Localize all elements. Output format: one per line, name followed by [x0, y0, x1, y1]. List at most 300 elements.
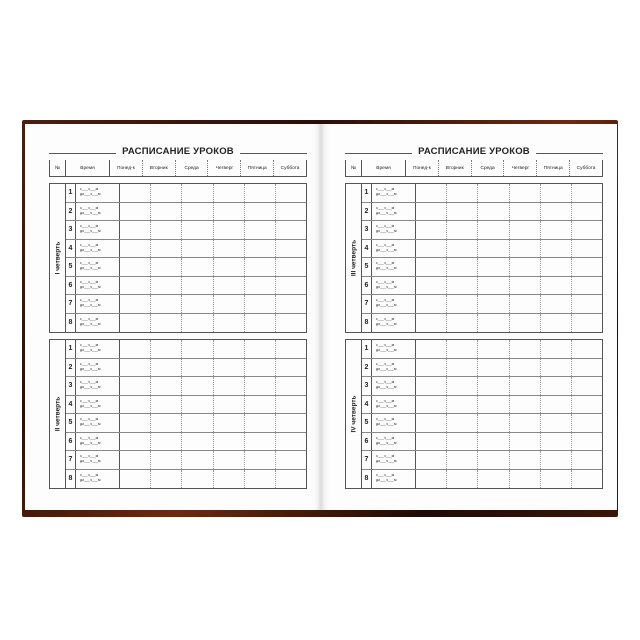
lesson-time[interactable] [372, 340, 416, 358]
lesson-row [362, 470, 602, 489]
schedule-cell[interactable] [276, 277, 306, 295]
lesson-rows [362, 184, 602, 332]
lesson-time[interactable] [76, 277, 120, 295]
schedule-cell[interactable] [214, 184, 245, 202]
schedule-cell[interactable] [416, 340, 447, 358]
schedule-cell[interactable] [572, 377, 602, 395]
schedule-cell[interactable] [541, 377, 572, 395]
time-to: до___ч___м [80, 366, 101, 371]
schedule-cell[interactable] [245, 359, 276, 377]
schedule-cell[interactable] [416, 277, 447, 295]
lesson-row [66, 258, 306, 277]
time-from: с___ч___м [376, 224, 395, 228]
schedule-cell[interactable] [214, 396, 245, 414]
schedule-cell[interactable] [182, 203, 213, 221]
schedule-cell[interactable] [541, 184, 572, 202]
time-to: до___ч___м [80, 348, 101, 352]
schedule-cell[interactable] [541, 277, 572, 295]
schedule-cell[interactable] [182, 240, 213, 258]
lesson-time[interactable] [372, 240, 416, 258]
schedule-cell[interactable] [416, 184, 447, 202]
schedule-cell[interactable] [245, 203, 276, 221]
schedule-cell[interactable] [276, 433, 306, 451]
schedule-cell[interactable] [276, 340, 306, 358]
schedule-cell[interactable] [447, 203, 478, 221]
time-to: до___ч___м [376, 366, 397, 371]
lesson-row [66, 433, 306, 452]
schedule-cell[interactable] [276, 184, 306, 202]
lesson-time[interactable] [76, 295, 120, 313]
schedule-cell[interactable] [541, 258, 572, 276]
schedule-cell[interactable] [416, 396, 447, 414]
schedule-cell[interactable] [151, 470, 182, 489]
schedule-cell[interactable] [182, 414, 213, 432]
header-row [49, 160, 307, 177]
schedule-cell[interactable] [416, 414, 447, 432]
schedule-cell[interactable] [120, 277, 151, 295]
schedule-cell[interactable] [447, 414, 478, 432]
schedule-cell[interactable] [510, 451, 541, 469]
lesson-row [362, 340, 602, 359]
schedule-cell[interactable] [214, 470, 245, 489]
schedule-cell[interactable] [214, 359, 245, 377]
schedule-cell[interactable] [416, 221, 447, 239]
schedule-cell[interactable] [572, 240, 602, 258]
schedule-cell[interactable] [541, 414, 572, 432]
schedule-cell[interactable] [447, 359, 478, 377]
schedule-cell[interactable] [478, 340, 509, 358]
schedule-cell[interactable] [245, 414, 276, 432]
schedule-cell[interactable] [510, 203, 541, 221]
lesson-row [66, 451, 306, 470]
lesson-time[interactable] [76, 203, 120, 221]
schedule-cell[interactable] [120, 470, 151, 489]
schedule-cell[interactable] [214, 240, 245, 258]
lesson-time[interactable] [372, 277, 416, 295]
time-from: с___ч___м [80, 205, 99, 210]
schedule-cell[interactable] [510, 340, 541, 358]
lesson-time[interactable] [76, 221, 120, 239]
schedule-cell[interactable] [447, 314, 478, 333]
schedule-cell[interactable] [182, 221, 213, 239]
schedule-cell[interactable] [447, 258, 478, 276]
quarter-block [49, 183, 307, 333]
schedule-cell[interactable] [478, 414, 509, 432]
schedule-cell[interactable] [182, 470, 213, 489]
schedule-cell[interactable] [510, 414, 541, 432]
lesson-row [362, 433, 602, 452]
schedule-cell[interactable] [120, 184, 151, 202]
schedule-cell[interactable] [276, 414, 306, 432]
schedule-cell[interactable] [276, 295, 306, 313]
schedule-cell[interactable] [478, 277, 509, 295]
lesson-number: 2 [362, 203, 372, 221]
lesson-number: 7 [66, 295, 76, 313]
schedule-cell[interactable] [182, 433, 213, 451]
schedule-cell[interactable] [120, 433, 151, 451]
schedule-cell[interactable] [478, 221, 509, 239]
lesson-time[interactable] [76, 258, 120, 276]
lesson-number: 2 [66, 203, 76, 221]
schedule-cell[interactable] [214, 340, 245, 358]
schedule-cell[interactable] [510, 258, 541, 276]
schedule-cell[interactable] [572, 359, 602, 377]
lesson-row [362, 359, 602, 378]
schedule-cell[interactable] [416, 258, 447, 276]
schedule-cell[interactable] [510, 377, 541, 395]
lesson-time[interactable] [76, 377, 120, 395]
time-to: до___ч___м [80, 210, 101, 215]
schedule-cell[interactable] [416, 203, 447, 221]
schedule-cell[interactable] [541, 340, 572, 358]
schedule-cell[interactable] [572, 277, 602, 295]
lesson-row [66, 295, 306, 314]
schedule-cell[interactable] [151, 396, 182, 414]
schedule-cell[interactable] [276, 240, 306, 258]
lesson-row [66, 340, 306, 359]
schedule-cell[interactable] [478, 314, 509, 333]
schedule-cell[interactable] [478, 451, 509, 469]
lesson-row [66, 184, 306, 203]
schedule-cell[interactable] [245, 258, 276, 276]
schedule-cell[interactable] [447, 433, 478, 451]
schedule-cell[interactable] [416, 240, 447, 258]
schedule-cell[interactable] [276, 451, 306, 469]
lesson-number: 7 [66, 451, 76, 469]
lesson-row [362, 184, 602, 203]
header-day: Четверг [504, 160, 537, 176]
time-from: с___ч___м [80, 361, 99, 366]
schedule-cell[interactable] [182, 377, 213, 395]
schedule-cell[interactable] [478, 377, 509, 395]
schedule-cell[interactable] [151, 377, 182, 395]
time-to: до___ч___м [376, 459, 397, 463]
schedule-cell[interactable] [182, 340, 213, 358]
time-to: до___ч___м [376, 321, 397, 326]
quarter-label-text: I четверть [54, 241, 61, 275]
schedule-cell[interactable] [151, 295, 182, 313]
lesson-number: 3 [362, 221, 372, 239]
schedule-cell[interactable] [447, 240, 478, 258]
schedule-cell[interactable] [541, 203, 572, 221]
schedule-cell[interactable] [572, 340, 602, 358]
schedule-cell[interactable] [572, 433, 602, 451]
schedule-cell[interactable] [120, 340, 151, 358]
schedule-cell[interactable] [120, 451, 151, 469]
schedule-cell[interactable] [541, 470, 572, 489]
schedule-cell[interactable] [416, 470, 447, 489]
lesson-row [66, 314, 306, 333]
lesson-time[interactable] [372, 433, 416, 451]
schedule-cell[interactable] [572, 470, 602, 489]
lesson-number: 1 [66, 340, 76, 358]
lesson-row [362, 277, 602, 296]
time-to: до___ч___м [376, 303, 397, 307]
schedule-cell[interactable] [447, 184, 478, 202]
time-from: с___ч___м [376, 298, 395, 302]
schedule-cell[interactable] [478, 433, 509, 451]
schedule-cell[interactable] [245, 295, 276, 313]
schedule-cell[interactable] [510, 240, 541, 258]
schedule-cell[interactable] [276, 258, 306, 276]
schedule-cell[interactable] [447, 277, 478, 295]
time-to: до___ч___м [376, 440, 397, 445]
schedule-cell[interactable] [151, 258, 182, 276]
schedule-cell[interactable] [510, 184, 541, 202]
lesson-time[interactable] [372, 203, 416, 221]
schedule-cell[interactable] [151, 277, 182, 295]
schedule-cell[interactable] [478, 295, 509, 313]
lesson-time[interactable] [372, 359, 416, 377]
time-to: до___ч___м [376, 247, 397, 252]
schedule-cell[interactable] [182, 277, 213, 295]
schedule-cell[interactable] [572, 184, 602, 202]
schedule-cell[interactable] [478, 184, 509, 202]
time-to: до___ч___м [376, 477, 397, 482]
time-to: до___ч___м [376, 229, 397, 233]
schedule-cell[interactable] [572, 295, 602, 313]
lesson-time[interactable] [76, 396, 120, 414]
schedule-cell[interactable] [182, 314, 213, 333]
lesson-time[interactable] [76, 240, 120, 258]
schedule-cell[interactable] [572, 451, 602, 469]
schedule-cell[interactable] [151, 221, 182, 239]
schedule-cell[interactable] [245, 277, 276, 295]
lesson-time[interactable] [372, 258, 416, 276]
lesson-time[interactable] [372, 451, 416, 469]
schedule-cell[interactable] [572, 414, 602, 432]
time-to: до___ч___м [376, 348, 397, 352]
schedule-cell[interactable] [182, 396, 213, 414]
schedule-cell[interactable] [214, 377, 245, 395]
schedule-cell[interactable] [120, 221, 151, 239]
schedule-cell[interactable] [447, 396, 478, 414]
time-to: до___ч___м [80, 284, 101, 289]
schedule-cell[interactable] [572, 314, 602, 333]
schedule-cell[interactable] [214, 203, 245, 221]
schedule-cell[interactable] [416, 359, 447, 377]
time-from: с___ч___м [376, 454, 395, 458]
time-from: с___ч___м [376, 435, 395, 440]
lesson-row [362, 203, 602, 222]
lesson-number: 8 [362, 314, 372, 333]
schedule-cell[interactable] [214, 314, 245, 333]
time-to: до___ч___м [80, 440, 101, 445]
schedule-cell[interactable] [245, 184, 276, 202]
schedule-cell[interactable] [120, 314, 151, 333]
schedule-cell[interactable] [478, 203, 509, 221]
schedule-cell[interactable] [245, 221, 276, 239]
schedule-cell[interactable] [541, 451, 572, 469]
schedule-cell[interactable] [120, 240, 151, 258]
schedule-cell[interactable] [510, 295, 541, 313]
lesson-time[interactable] [372, 295, 416, 313]
quarter-label-text: IV четверть [350, 395, 357, 433]
schedule-cell[interactable] [541, 396, 572, 414]
schedule-cell[interactable] [510, 470, 541, 489]
lesson-time[interactable] [76, 184, 120, 202]
time-to: до___ч___м [376, 284, 397, 289]
schedule-cell[interactable] [245, 433, 276, 451]
lesson-time[interactable] [372, 470, 416, 489]
schedule-cell[interactable] [478, 470, 509, 489]
schedule-cell[interactable] [510, 221, 541, 239]
schedule-cell[interactable] [510, 277, 541, 295]
schedule-cell[interactable] [182, 359, 213, 377]
schedule-cell[interactable] [245, 470, 276, 489]
schedule-cell[interactable] [416, 314, 447, 333]
schedule-cell[interactable] [182, 295, 213, 313]
schedule-cell[interactable] [447, 470, 478, 489]
time-to: до___ч___м [80, 303, 101, 307]
lesson-rows [66, 340, 306, 488]
time-from: с___ч___м [80, 380, 99, 384]
schedule-cell[interactable] [182, 184, 213, 202]
schedule-cell[interactable] [120, 396, 151, 414]
lesson-row [362, 221, 602, 240]
quarter-block [345, 339, 603, 489]
schedule-cell[interactable] [447, 340, 478, 358]
schedule-cell[interactable] [214, 414, 245, 432]
schedule-cell[interactable] [276, 221, 306, 239]
time-to: до___ч___м [80, 192, 101, 196]
schedule-cell[interactable] [478, 258, 509, 276]
schedule-cell[interactable] [120, 295, 151, 313]
schedule-cell[interactable] [276, 359, 306, 377]
schedule-cell[interactable] [510, 314, 541, 333]
schedule-cell[interactable] [276, 396, 306, 414]
schedule-cell[interactable] [214, 221, 245, 239]
schedule-cell[interactable] [276, 314, 306, 333]
lesson-number: 7 [362, 295, 372, 313]
schedule-cell[interactable] [214, 258, 245, 276]
lesson-number: 7 [362, 451, 372, 469]
schedule-cell[interactable] [151, 314, 182, 333]
schedule-cell[interactable] [151, 433, 182, 451]
schedule-cell[interactable] [510, 359, 541, 377]
schedule-cell[interactable] [182, 451, 213, 469]
lesson-number: 2 [362, 359, 372, 377]
lesson-row [66, 414, 306, 433]
time-from: с___ч___м [376, 316, 395, 321]
schedule-cell[interactable] [478, 240, 509, 258]
time-to: до___ч___м [376, 385, 397, 389]
lesson-number: 8 [66, 470, 76, 489]
schedule-cell[interactable] [245, 451, 276, 469]
schedule-cell[interactable] [151, 359, 182, 377]
schedule-cell[interactable] [151, 340, 182, 358]
schedule-cell[interactable] [510, 396, 541, 414]
schedule-cell[interactable] [478, 359, 509, 377]
schedule-cell[interactable] [572, 203, 602, 221]
schedule-cell[interactable] [151, 184, 182, 202]
schedule-cell[interactable] [572, 221, 602, 239]
schedule-cell[interactable] [214, 433, 245, 451]
schedule-cell[interactable] [572, 396, 602, 414]
lesson-time[interactable] [372, 414, 416, 432]
lesson-row [362, 414, 602, 433]
schedule-cell[interactable] [245, 396, 276, 414]
quarter-label [50, 340, 66, 488]
schedule-cell[interactable] [510, 433, 541, 451]
schedule-cell[interactable] [151, 240, 182, 258]
time-from: с___ч___м [376, 187, 395, 191]
schedule-cell[interactable] [276, 470, 306, 489]
schedule-cell[interactable] [245, 314, 276, 333]
schedule-cell[interactable] [541, 295, 572, 313]
time-to: до___ч___м [80, 266, 101, 270]
schedule-cell[interactable] [120, 359, 151, 377]
schedule-cell[interactable] [245, 340, 276, 358]
lesson-time[interactable] [76, 314, 120, 333]
schedule-cell[interactable] [572, 258, 602, 276]
schedule-cell[interactable] [151, 203, 182, 221]
schedule-cell[interactable] [541, 221, 572, 239]
schedule-cell[interactable] [276, 377, 306, 395]
lesson-time[interactable] [372, 396, 416, 414]
schedule-cell[interactable] [276, 203, 306, 221]
schedule-cell[interactable] [214, 451, 245, 469]
schedule-cell[interactable] [214, 295, 245, 313]
schedule-cell[interactable] [416, 451, 447, 469]
schedule-cell[interactable] [478, 396, 509, 414]
schedule-cell[interactable] [447, 295, 478, 313]
lesson-number: 6 [66, 433, 76, 451]
schedule-cell[interactable] [541, 359, 572, 377]
schedule-cell[interactable] [447, 451, 478, 469]
schedule-cell[interactable] [541, 314, 572, 333]
lesson-row [66, 377, 306, 396]
schedule-cell[interactable] [151, 414, 182, 432]
schedule-cell[interactable] [541, 240, 572, 258]
schedule-cell[interactable] [245, 240, 276, 258]
quarter-label-text: III четверть [350, 239, 357, 277]
lesson-time[interactable] [76, 414, 120, 432]
lesson-time[interactable] [372, 184, 416, 202]
lesson-time[interactable] [76, 451, 120, 469]
schedule-cell[interactable] [416, 377, 447, 395]
schedule-cell[interactable] [447, 221, 478, 239]
lesson-row [66, 277, 306, 296]
schedule-cell[interactable] [416, 433, 447, 451]
schedule-cell[interactable] [214, 277, 245, 295]
schedule-cell[interactable] [151, 451, 182, 469]
schedule-cell[interactable] [245, 377, 276, 395]
lesson-number: 8 [66, 314, 76, 333]
lesson-time[interactable] [76, 470, 120, 489]
schedule-cell[interactable] [120, 203, 151, 221]
lesson-time[interactable] [76, 340, 120, 358]
lesson-time[interactable] [372, 314, 416, 333]
lesson-time[interactable] [372, 221, 416, 239]
schedule-cell[interactable] [182, 258, 213, 276]
schedule-cell[interactable] [447, 377, 478, 395]
lesson-time[interactable] [76, 433, 120, 451]
title-bar [345, 146, 603, 160]
time-from: с___ч___м [376, 398, 395, 403]
schedule-cell[interactable] [120, 414, 151, 432]
time-from: с___ч___м [80, 398, 99, 403]
header-num: № [346, 160, 362, 176]
schedule-cell[interactable] [120, 258, 151, 276]
schedule-cell[interactable] [416, 295, 447, 313]
schedule-sheet-right [345, 146, 603, 489]
lesson-time[interactable] [372, 377, 416, 395]
schedule-cell[interactable] [120, 377, 151, 395]
schedule-cell[interactable] [541, 433, 572, 451]
time-to: до___ч___м [376, 192, 397, 196]
lesson-time[interactable] [76, 359, 120, 377]
